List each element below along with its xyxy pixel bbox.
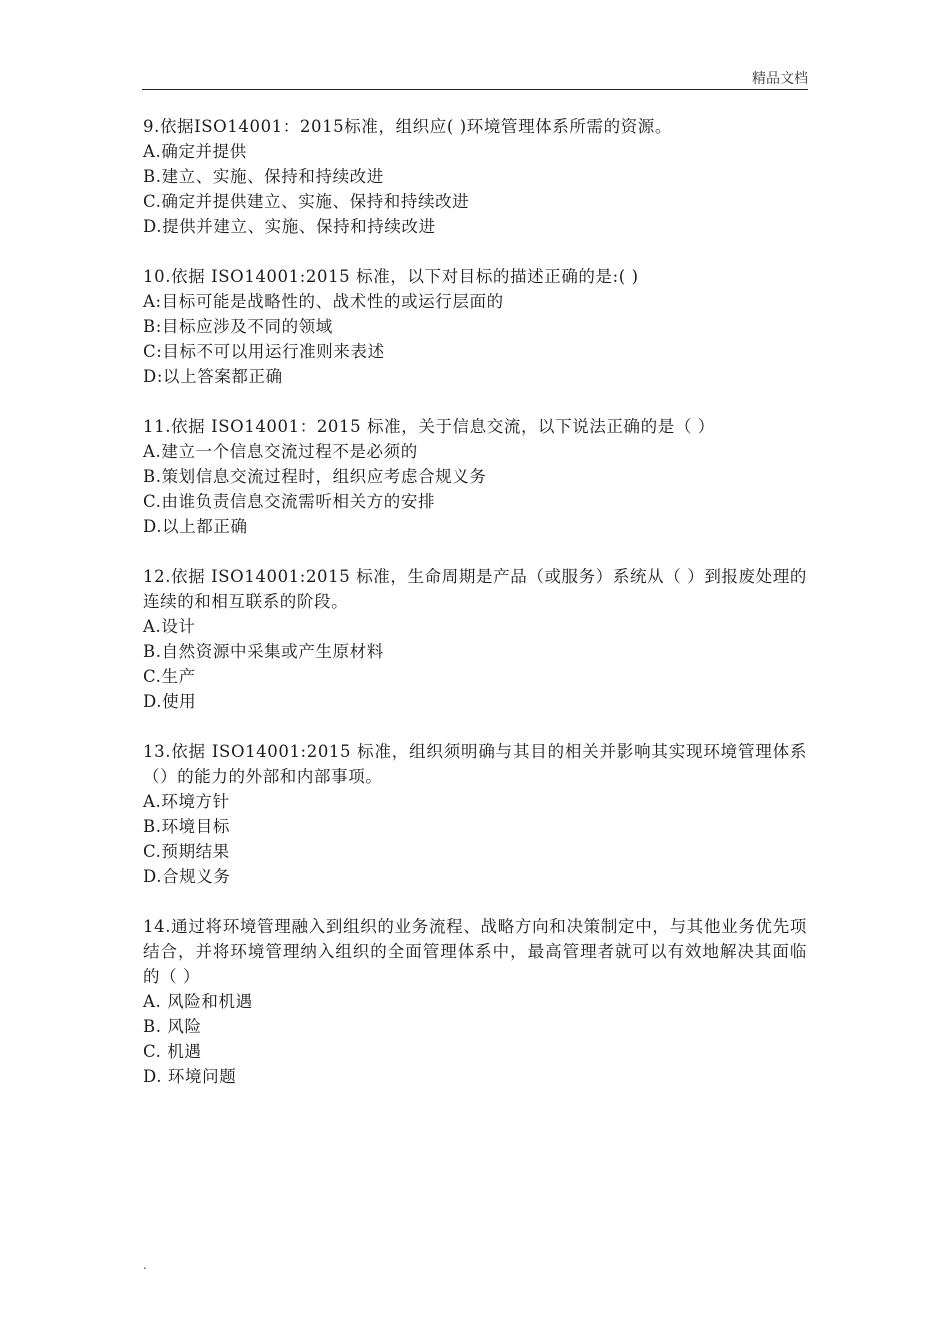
option-c: C.由谁负责信息交流需听相关方的安排 xyxy=(143,492,436,511)
question-stem: 12.依据 ISO14001:2015 标准，生命周期是产品（或服务）系统从（ ）到报废处理的连续的和相互联系的阶段。 xyxy=(143,567,807,611)
option-c: C:目标不可以用运行准则来表述 xyxy=(143,342,385,361)
option-a: A.确定并提供 xyxy=(143,142,247,161)
option-a: A.建立一个信息交流过程不是必须的 xyxy=(143,442,418,461)
option-a: A.环境方针 xyxy=(143,792,230,811)
question-stem: 14.通过将环境管理融入到组织的业务流程、战略方向和决策制定中，与其他业务优先项结合，并将环境管理纳入组织的全面管理体系中，最高管理者就可以有效地解决其面临的（ ） xyxy=(143,917,807,986)
option-d: D.使用 xyxy=(143,692,197,711)
question-9 xyxy=(143,114,807,239)
option-c: C.预期结果 xyxy=(143,842,230,861)
question-13 xyxy=(143,739,807,889)
option-b: B. 风险 xyxy=(143,1017,202,1036)
question-14 xyxy=(143,914,807,1089)
option-b: B.策划信息交流过程时，组织应考虑合规义务 xyxy=(143,467,487,486)
question-stem: 13.依据 ISO14001:2015 标准，组织须明确与其目的相关并影响其实现环境管理体系（）的能力的外部和内部事项。 xyxy=(143,742,807,786)
option-b: B.建立、实施、保持和持续改进 xyxy=(143,167,384,186)
question-stem: 9.依据ISO14001：2015标准，组织应( )环境管理体系所需的资源。 xyxy=(143,117,672,136)
question-stem: 11.依据 ISO14001：2015 标准，关于信息交流，以下说法正确的是（ ） xyxy=(143,417,715,436)
option-b: B.环境目标 xyxy=(143,817,230,836)
option-b: B:目标应涉及不同的领域 xyxy=(143,317,333,336)
header-divider xyxy=(142,89,808,90)
option-a: A:目标可能是战略性的、战术性的或运行层面的 xyxy=(143,292,504,311)
option-c: C.生产 xyxy=(143,667,196,686)
footer-mark: . xyxy=(143,1258,147,1272)
option-a: A. 风险和机遇 xyxy=(143,992,253,1011)
option-d: D:以上答案都正确 xyxy=(143,367,283,386)
option-c: C. 机遇 xyxy=(143,1042,202,1061)
option-a: A.设计 xyxy=(143,617,196,636)
question-12 xyxy=(143,564,807,714)
page-header-label: 精品文档 xyxy=(752,71,808,87)
option-d: D. 环境问题 xyxy=(143,1067,237,1086)
question-list xyxy=(143,114,807,1114)
question-11 xyxy=(143,414,807,539)
option-d: D.提供并建立、实施、保持和持续改进 xyxy=(143,217,436,236)
option-b: B.自然资源中采集或产生原材料 xyxy=(143,642,384,661)
option-c: C.确定并提供建立、实施、保持和持续改进 xyxy=(143,192,470,211)
question-stem: 10.依据 ISO14001:2015 标准，以下对目标的描述正确的是:( ) xyxy=(143,267,639,286)
option-d: D.合规义务 xyxy=(143,867,231,886)
option-d: D.以上都正确 xyxy=(143,517,248,536)
question-10 xyxy=(143,264,807,389)
